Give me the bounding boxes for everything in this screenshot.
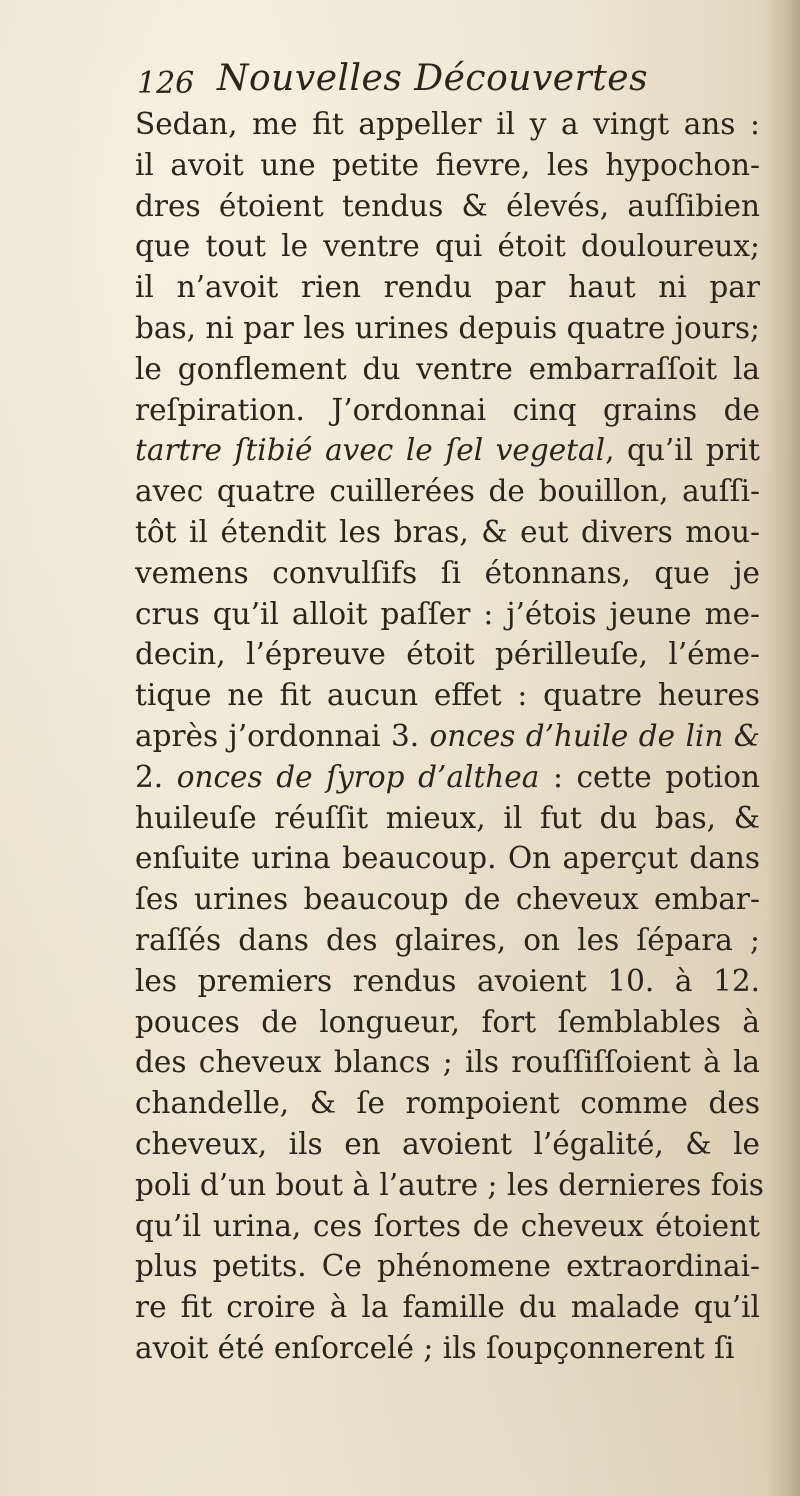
text-line [135,553,760,594]
text-segment: avoit été enſorcelé ; ils ſoupçonnerent ſi [135,1330,735,1365]
text-segment: après j’ordonnai 3. [135,718,430,753]
text-segment: les premiers rendus avoient 10. à 12. [135,963,760,998]
text-segment: 2. [135,759,177,794]
text-line [135,634,760,675]
text-segment: crus qu’il alloit paſſer : j’étois jeune me- [135,596,760,631]
text-segment: enſuite urina beaucoup. On aperçut dans [135,841,760,876]
page-header [137,58,737,102]
text-line [135,186,760,227]
text-line [135,1328,760,1369]
text-segment: reſpiration. J’ordonnai cinq grains de [135,392,760,427]
text-line [135,1206,760,1247]
text-segment: qu’il urina, ces ſortes de cheveux étoient [135,1208,760,1243]
text-line [135,267,760,308]
text-segment: poli d’un bout à l’autre ; les dernieres fois [135,1167,764,1202]
page-edge-shadow [766,0,800,1496]
text-segment: des cheveux blancs ; ils rouſſiſſoient à la [135,1045,760,1080]
body-text [135,104,764,1369]
italic-text: onces d’huile de lin & [429,718,761,753]
text-segment: pouces de longueur, fort ſemblables à [135,1004,760,1039]
text-line [135,390,760,431]
text-segment: huileuſe réuſſit mieux, il fut du bas, & [135,800,760,835]
text-line [135,798,760,839]
text-segment: re fit croire à la famille du malade qu’il [135,1290,760,1325]
text-line [135,226,760,267]
text-segment: avec quatre cuillerées de bouillon, auſſi- [135,474,760,509]
text-line [135,920,760,961]
text-segment: que tout le ventre qui étoit douloureux; [135,229,760,264]
italic-text: onces de ſyrop d’althea [176,759,540,794]
text-line [135,430,760,471]
text-line [135,308,760,349]
text-segment: il n’avoit rien rendu par haut ni par [135,270,760,305]
text-segment: tôt il étendit les bras, & eut divers mou- [135,514,760,549]
text-line [135,349,760,390]
text-line [135,1002,760,1043]
text-segment: decin, l’épreuve étoit périlleuſe, l’éme- [135,637,760,672]
text-segment: vemens convulſifs ſi étonnans, que je [135,555,760,590]
text-segment: tique ne fit aucun effet : quatre heures [135,678,760,713]
text-line [135,1246,760,1287]
text-segment: raſſés dans des glaires, on les ſépara ; [135,922,760,957]
text-line [135,1124,760,1165]
text-line [135,145,760,186]
text-line [135,512,760,553]
text-segment: bas, ni par les urines depuis quatre jours; [135,310,760,345]
text-line [135,594,760,635]
text-segment: plus petits. Ce phénomene extraordinai- [135,1249,760,1284]
text-segment: : cette potion [539,759,760,794]
text-line [135,1083,760,1124]
text-line [135,1042,760,1083]
page-number: 126 [137,66,195,101]
text-segment: chandelle, & ſe rompoient comme des [135,1086,760,1121]
text-line [135,104,760,145]
running-title: Nouvelles Découvertes [217,58,649,99]
text-line [135,675,760,716]
text-segment: , qu’il prit [605,433,760,468]
italic-text: tartre ſtibié avec le ſel vegetal [135,433,606,468]
text-line [135,1165,764,1206]
text-line [135,1287,760,1328]
text-line [135,716,760,757]
text-segment: Sedan, me fit appeller il y a vingt ans : [135,107,760,141]
text-segment: il avoit une petite fievre, les hypochon- [135,147,760,182]
text-segment: cheveux, ils en avoient l’égalité, & le [135,1126,760,1161]
text-segment: dres étoient tendus & élevés, auſſibien [135,188,760,223]
text-line [135,471,760,512]
text-segment: ſes urines beaucoup de cheveux embar- [135,882,760,917]
text-line [135,879,760,920]
text-segment: le gonflement du ventre embarraſſoit la [135,351,760,386]
text-line [135,838,760,879]
text-line [135,757,760,798]
text-line [135,961,760,1002]
